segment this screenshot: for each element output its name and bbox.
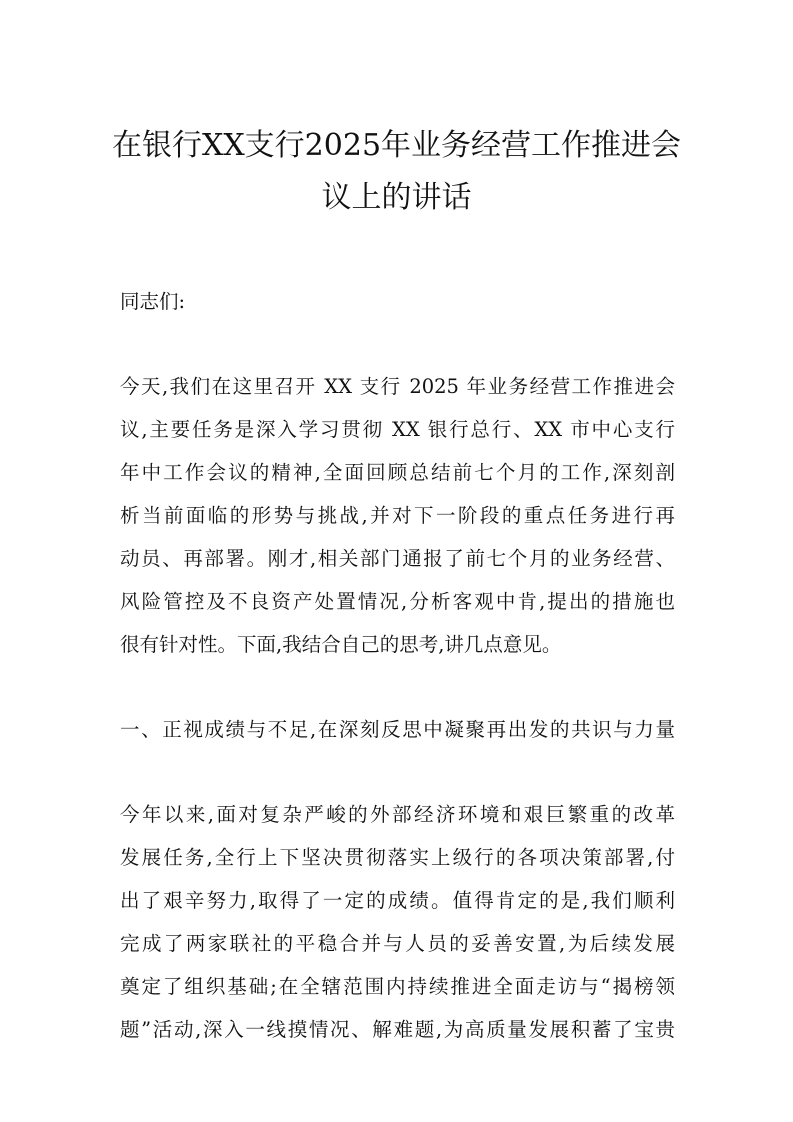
paragraph-line: 今年以来,面对复杂严峻的外部经济环境和艰巨繁重的改革 xyxy=(120,803,675,826)
title-line-1: 在银行XX支行2025年业务经营工作推进会 xyxy=(111,128,682,163)
section-heading-1: 一、正视成绩与不足,在深刻反思中凝聚再出发的共识与力量 xyxy=(120,718,675,741)
title-line-2: 议上的讲话 xyxy=(321,180,472,215)
paragraph-line: 奠定了组织基础;在全辖范围内持续推进全面走访与“揭榜领 xyxy=(120,975,675,998)
paragraph-line: 议,主要任务是深入学习贯彻 XX 银行总行、XX 市中心支行 xyxy=(120,418,675,441)
paragraph-line: 动员、再部署。刚才,相关部门通报了前七个月的业务经营、 xyxy=(120,547,675,570)
paragraph-line: 析当前面临的形势与挑战,并对下一阶段的重点任务进行再 xyxy=(120,504,675,527)
paragraph-line: 题”活动,深入一线摸情况、解难题,为高质量发展积蓄了宝贵 xyxy=(120,1018,675,1041)
paragraph-line: 完成了两家联社的平稳合并与人员的妥善安置,为后续发展 xyxy=(120,932,675,955)
document-title xyxy=(110,120,683,224)
paragraph-line: 今天,我们在这里召开 XX 支行 2025 年业务经营工作推进会 xyxy=(120,375,675,398)
paragraph-line: 发展任务,全行上下坚决贯彻落实上级行的各项决策部署,付 xyxy=(120,846,675,869)
paragraph-line: 风险管控及不良资产处置情况,分析客观中肯,提出的措施也 xyxy=(120,590,675,613)
paragraph-line: 很有针对性。下面,我结合自己的思考,讲几点意见。 xyxy=(120,633,562,656)
paragraph-line: 年中工作会议的精神,全面回顾总结前七个月的工作,深刻剖 xyxy=(120,461,675,484)
paragraph-line: 出了艰辛努力,取得了一定的成绩。值得肯定的是,我们顺利 xyxy=(120,889,675,912)
salutation: 同志们: xyxy=(120,290,186,313)
